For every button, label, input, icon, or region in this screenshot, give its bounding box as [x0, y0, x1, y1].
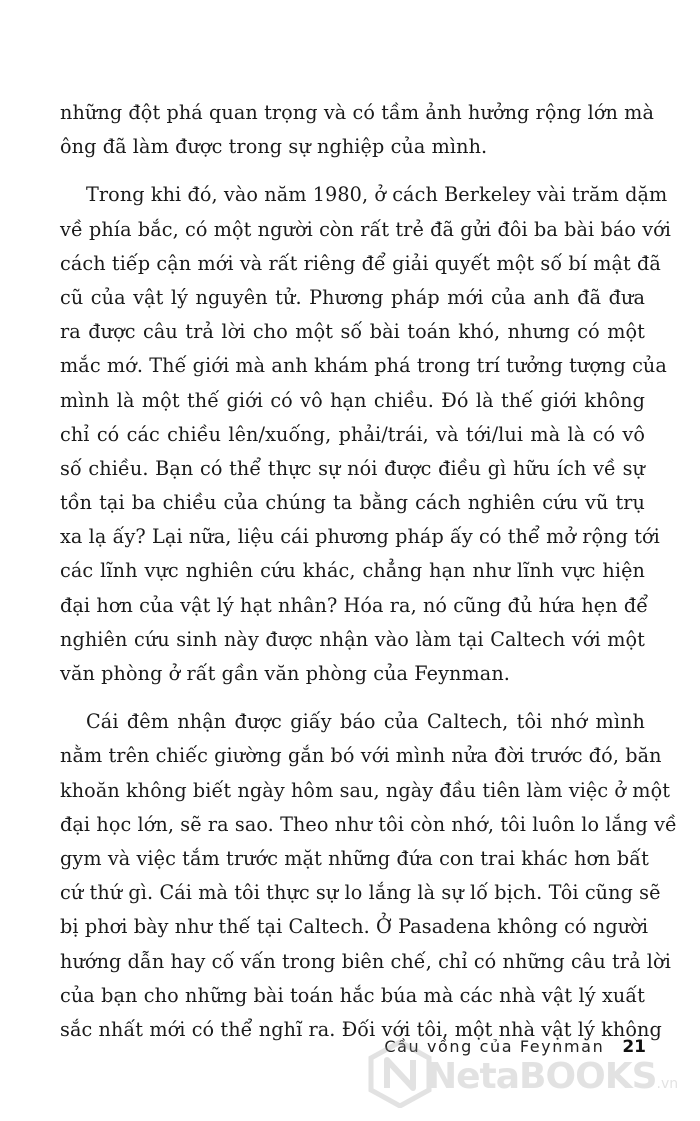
- text-line: của bạn cho những bài toán hắc búa mà các nhà vật lý xuất: [60, 983, 645, 1007]
- text-line: cũ của vật lý nguyên tử. Phương pháp mới của anh đã đưa: [60, 285, 645, 309]
- text-line: tồn tại ba chiều của chúng ta bằng cách nghiên cứu vũ trụ: [60, 491, 645, 515]
- text-line: nằm trên chiếc giường gắn bó với mình nửa đời trước đó, băn: [60, 744, 662, 768]
- text-line: mình là một thế giới có vô hạn chiều. Đó là thế giới không: [60, 388, 645, 412]
- text-line: Trong khi đó, vào năm 1980, ở cách Berkeley vài trăm dặm: [86, 183, 668, 207]
- paragraph: [60, 178, 672, 691]
- text-line: chỉ có các chiều lên/xuống, phải/trái, và tới/lui mà là có vô: [60, 422, 645, 446]
- text-line: Cái đêm nhận được giấy báo của Caltech, tôi nhớ mình: [86, 710, 645, 734]
- text-line: xa lạ ấy? Lại nữa, liệu cái phương pháp ấy có thể mở rộng tới: [60, 525, 660, 549]
- text-line: bị phơi bày như thế tại Caltech. Ở Pasadena không có người: [60, 915, 649, 939]
- text-line: hướng dẫn hay cố vấn trong biên chế, chỉ có những câu trả lời: [60, 949, 671, 973]
- watermark-brand: NetaBOOKS.vn: [427, 1056, 679, 1097]
- text-line: cách tiếp cận mới và rất riêng để giải quyết một số bí mật đã: [60, 251, 661, 275]
- running-footer: [384, 1037, 646, 1067]
- text-line: đại hơn của vật lý hạt nhân? Hóa ra, nó cũng đủ hứa hẹn để: [60, 593, 649, 617]
- text-line: cứ thứ gì. Cái mà tôi thực sự lo lắng là sự lố bịch. Tôi cũng sẽ: [60, 881, 661, 905]
- text-line: ông đã làm được trong sự nghiệp của mình.: [60, 135, 488, 159]
- text-line: gym và việc tắm trước mặt những đứa con trai khác hơn bất: [60, 846, 649, 870]
- paragraph: [60, 96, 654, 164]
- text-line: khoăn không biết ngày hôm sau, ngày đầu tiên làm việc ở một: [60, 778, 671, 802]
- text-line: những đột phá quan trọng và có tầm ảnh hưởng rộng lớn mà: [60, 101, 654, 124]
- text-line: mắc mớ. Thế giới mà anh khám phá trong trí tưởng tượng của: [60, 354, 667, 378]
- text-line: văn phòng ở rất gần văn phòng của Feynman.: [60, 662, 510, 685]
- footer-book-title: Cầu vồng của Feynman: [384, 1037, 605, 1056]
- text-line: số chiều. Bạn có thể thực sự nói được điều gì hữu ích về sự: [60, 456, 645, 480]
- text-line: các lĩnh vực nghiên cứu khác, chẳng hạn như lĩnh vực hiện: [60, 559, 645, 583]
- paragraph-gap: [60, 691, 645, 705]
- text-line: ra được câu trả lời cho một số bài toán khó, nhưng có một: [60, 320, 645, 344]
- text-line: về phía bắc, có một người còn rất trẻ đã gửi đôi ba bài báo với: [60, 217, 672, 241]
- text-line: sắc nhất mới có thể nghĩ ra. Đối với tôi, một nhà vật lý không: [60, 1017, 662, 1041]
- page-number: 21: [622, 1037, 646, 1057]
- text-line: nghiên cứu sinh này được nhận vào làm tại Caltech với một: [60, 627, 645, 651]
- text-line: đại học lớn, sẽ ra sao. Theo như tôi còn nhớ, tôi luôn lo lắng về: [60, 812, 677, 836]
- paragraph-gap: [60, 164, 645, 178]
